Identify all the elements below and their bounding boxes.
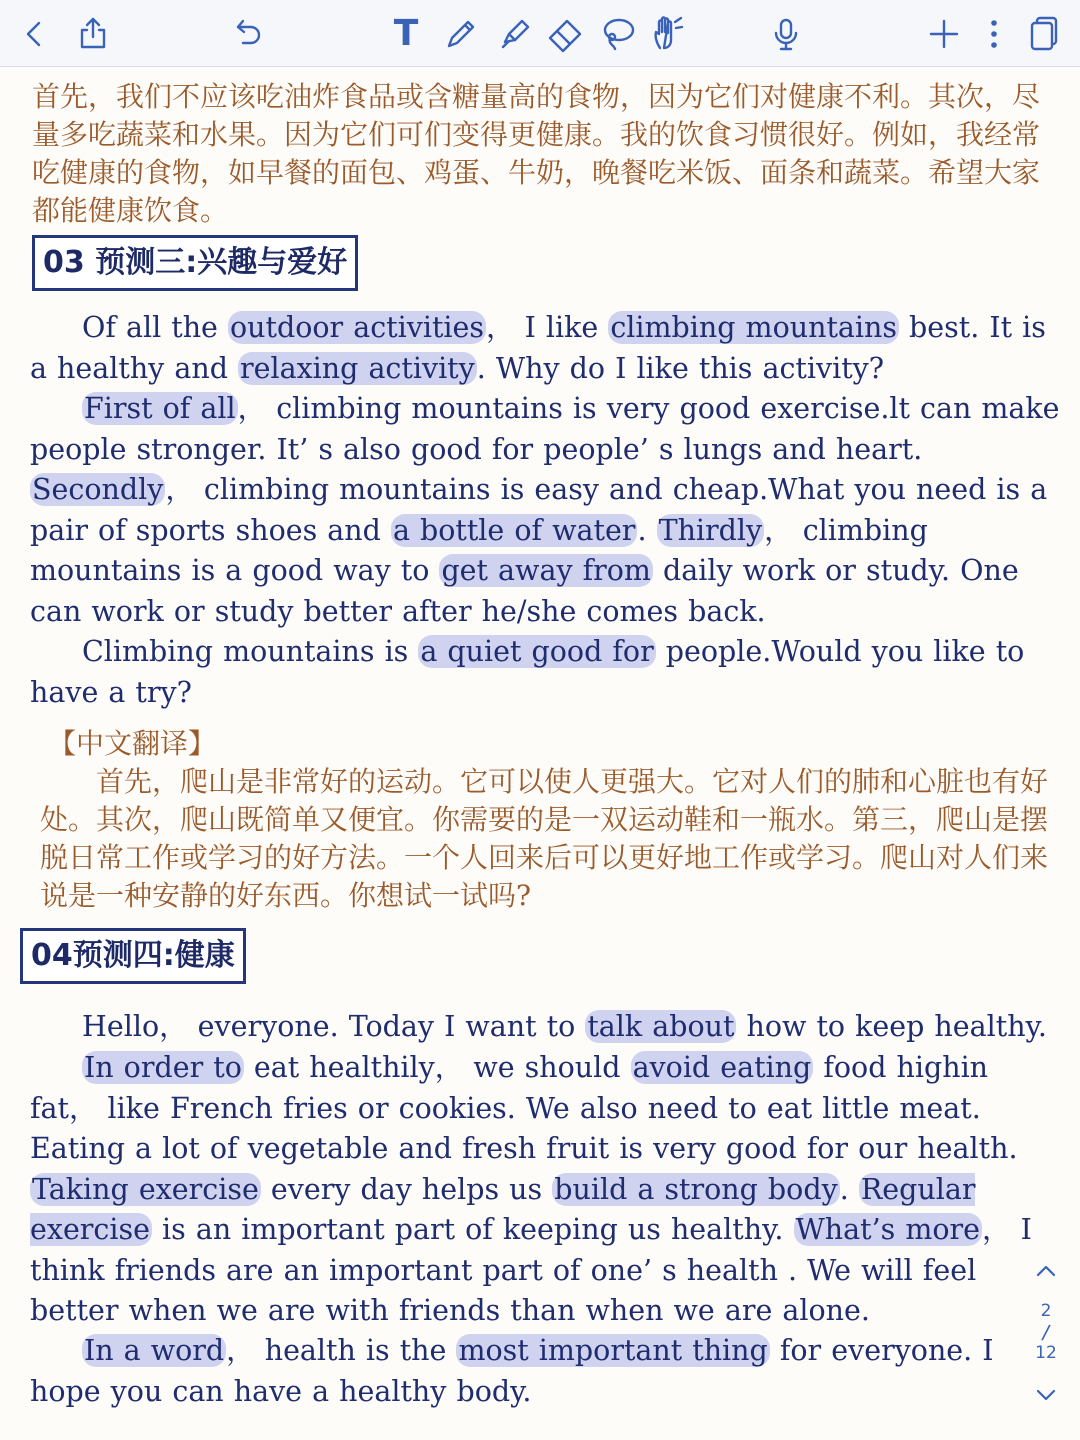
page-separator: / [1040, 1319, 1052, 1345]
section-3-paragraph-2 [30, 389, 1060, 632]
section-3-title: 03 预测三:兴趣与爱好 [32, 235, 358, 291]
text-tool-icon[interactable] [386, 14, 426, 54]
translation-heading: 【中文翻译】 [48, 727, 217, 760]
text-run: . [839, 1172, 859, 1206]
section-4-paragraph-1 [30, 1007, 1060, 1048]
highlighted-phrase: In order to [84, 1051, 242, 1084]
total-pages: 12 [1035, 1343, 1057, 1363]
highlighted-phrase: talk about [587, 1010, 735, 1043]
highlighted-phrase: avoid eating [632, 1051, 812, 1084]
section-3-paragraph-3 [30, 632, 1060, 713]
share-icon[interactable] [73, 14, 113, 54]
text-run: . Why do I like this activity? [476, 351, 885, 385]
lasso-icon[interactable] [598, 14, 638, 54]
text-run: daily work or study. One can work or study better after he/she comes back. [30, 554, 1019, 628]
text-run: ， climbing mountains is very good exercise.lt can make people stronger. It’ s also good for people’ s lungs and heart. [30, 392, 1060, 466]
eraser-icon[interactable] [545, 14, 585, 54]
section-3-paragraph-1 [30, 308, 1060, 389]
microphone-icon[interactable] [766, 14, 806, 54]
text-run: food highin fat， like French fries or cookies. We also need to eat little meat. Eating a lot of vegetable and fresh fruit is very good for our health. [30, 1051, 1018, 1165]
text-run: Of all the [82, 311, 228, 344]
highlighted-phrase: a quiet good for [420, 635, 654, 668]
text-run: . [637, 513, 657, 547]
text-run: how to keep healthy. [736, 1010, 1047, 1043]
text-run: best. It is a healthy and [30, 311, 1046, 385]
highlighted-phrase: Regular exercise [30, 1172, 976, 1246]
highlighted-phrase: climbing mountains [610, 311, 897, 344]
section-4-title: 04预测四:健康 [20, 928, 246, 984]
text-run: people.Would you like to have a try? [30, 635, 1025, 709]
highlighted-phrase: In a word [84, 1334, 225, 1367]
back-icon[interactable] [14, 14, 54, 54]
text-run: eat healthily， we should [243, 1051, 631, 1084]
text-run: ， climbing mountains is a good way to [30, 513, 928, 587]
highlighted-phrase: First of all [84, 392, 236, 425]
toolbar [0, 0, 1080, 67]
current-page: 2 [1040, 1301, 1052, 1321]
more-icon[interactable] [974, 14, 1014, 54]
page-navigator [1026, 1255, 1066, 1425]
text-run: for everyone. I hope you can have a healthy body. [30, 1334, 994, 1408]
add-icon[interactable] [924, 14, 964, 54]
highlighted-phrase: relaxing activity [240, 351, 475, 385]
text-run: ， health is the [226, 1334, 457, 1367]
highlighted-phrase: Secondly [32, 473, 164, 506]
highlighted-phrase: Thirdly [658, 513, 763, 547]
text-run: ， I think friends are an important part of one’ s health . We will feel better when we are with friends than when we are alone. [30, 1213, 1032, 1327]
translation-paragraph: 首先，爬山是非常好的运动。它可以使人更强大。它对人们的肺和心脏也有好处。其次，爬山既简单又便宜。你需要的是一双运动鞋和一瓶水。第三，爬山是摆脱日常工作或学习的好方法。一个人回来后可以更好地工作或学习。爬山对人们来说是一种安静的好东西。你想试一试吗? [40, 765, 1049, 912]
highlighted-phrase: build a strong body [554, 1172, 838, 1206]
text-run: Hello， everyone. Today I want to [82, 1010, 586, 1043]
text-run: ， climbing mountains is easy and cheap.What you need is a pair of sports shoes and [30, 473, 1048, 547]
undo-icon[interactable] [229, 14, 269, 54]
section-4-paragraph-3 [30, 1331, 1060, 1412]
pages-icon[interactable] [1024, 14, 1064, 54]
pen-icon[interactable] [441, 14, 481, 54]
text-tool-glyph: T [393, 13, 419, 54]
text-run: is an important part of keeping us healthy. [152, 1213, 794, 1246]
intro-chinese-paragraph: 首先，我们不应该吃油炸食品或含糖量高的食物，因为它们对健康不利。其次，尽量多吃蔬菜和水果。因为它们可们变得更健康。我的饮食习惯很好。例如，我经常吃健康的食物，如早餐的面包、鸡蛋、牛奶，晚餐吃米饭、面条和蔬菜。希望大家都能健康饮食。 [32, 80, 1041, 227]
chevron-up-icon [1026, 1255, 1066, 1285]
section-4-paragraph-2 [30, 1048, 1060, 1332]
highlighted-phrase: outdoor activities [230, 311, 485, 344]
highlighter-icon[interactable] [495, 14, 535, 54]
hand-tool-icon[interactable] [648, 14, 688, 54]
highlighted-phrase: Taking exercise [32, 1172, 259, 1206]
page-down-button[interactable] [1026, 1381, 1066, 1411]
highlighted-phrase: most important thing [458, 1334, 768, 1367]
note-page[interactable] [0, 66, 1080, 1440]
highlighted-phrase: get away from [441, 554, 651, 587]
text-run: every day helps us [260, 1172, 553, 1206]
chevron-down-icon [1026, 1381, 1066, 1411]
highlighted-phrase: What’s more [795, 1213, 981, 1246]
highlighted-phrase: a bottle of water [392, 513, 636, 547]
page-up-button[interactable] [1026, 1255, 1066, 1285]
text-run: ， I like [486, 311, 609, 344]
text-run: Climbing mountains is [82, 635, 419, 668]
